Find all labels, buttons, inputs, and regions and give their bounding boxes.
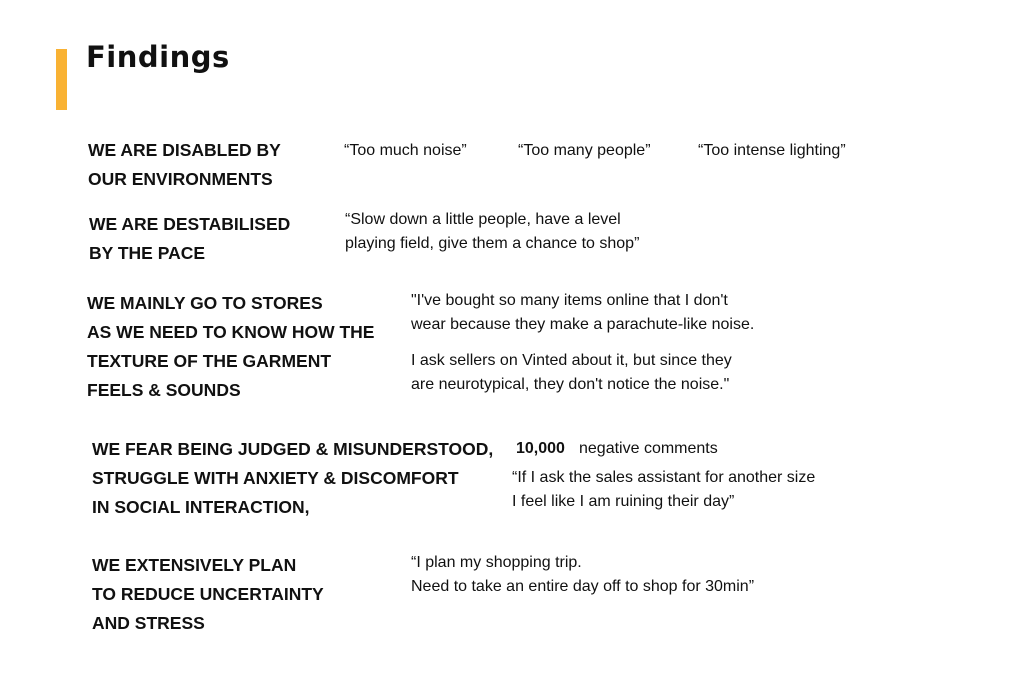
finding-5-heading-line-3: AND STRESS <box>92 613 205 633</box>
finding-1-quote-1: “Too much noise” <box>344 142 467 159</box>
finding-4-quote <box>512 466 815 514</box>
finding-5-quote-line-2: Need to take an entire day off to shop for 30min” <box>411 578 755 595</box>
finding-5-heading <box>92 551 324 638</box>
finding-4-heading-line-2: STRUGGLE WITH ANXIETY & DISCOMFORT <box>92 468 459 488</box>
finding-5-quote <box>411 551 754 599</box>
finding-3-heading-line-3: TEXTURE OF THE GARMENT <box>87 351 332 371</box>
finding-3-quote-1-line-1: "I've bought so many items online that I don't <box>411 292 728 309</box>
finding-2-heading-line-2: BY THE PACE <box>89 243 206 263</box>
finding-4-quote-line-1: “If I ask the sales assistant for another size <box>512 469 816 486</box>
finding-4-heading-line-1: WE FEAR BEING JUDGED & MISUNDERSTOOD, <box>92 439 494 459</box>
finding-4-stat-label: negative comments <box>579 440 718 457</box>
finding-5-heading-line-1: WE EXTENSIVELY PLAN <box>92 555 297 575</box>
finding-2-quote-line-1: “Slow down a little people, have a level <box>345 211 621 228</box>
page-title: Findings <box>86 40 230 74</box>
finding-2-quote-line-2: playing field, give them a chance to shop” <box>345 235 640 252</box>
finding-1-heading-line-1: WE ARE DISABLED BY <box>88 140 281 160</box>
finding-3-quote-1 <box>411 289 754 337</box>
finding-1-quote-2: “Too many people” <box>518 142 651 159</box>
finding-3-heading <box>87 289 374 405</box>
finding-3-quote-2-line-2: are neurotypical, they don't notice the noise." <box>411 376 730 393</box>
finding-4-heading <box>92 435 493 522</box>
finding-3-heading-line-4: FEELS & SOUNDS <box>87 380 241 400</box>
finding-5-heading-line-2: TO REDUCE UNCERTAINTY <box>92 584 324 604</box>
finding-3-heading-line-1: WE MAINLY GO TO STORES <box>87 293 323 313</box>
finding-1-heading-line-2: OUR ENVIRONMENTS <box>88 169 273 189</box>
finding-3-quote-2 <box>411 349 732 397</box>
finding-2-heading-line-1: WE ARE DESTABILISED <box>89 214 291 234</box>
finding-1-quote-3: “Too intense lighting” <box>698 142 846 159</box>
finding-3-quote-2-line-1: I ask sellers on Vinted about it, but since they <box>411 352 732 369</box>
finding-4-stat-number: 10,000 <box>516 440 565 457</box>
accent-bar <box>56 49 67 110</box>
finding-4-quote-line-2: I feel like I am ruining their day” <box>512 493 735 510</box>
finding-2-quote <box>345 208 639 256</box>
finding-2-heading <box>89 210 290 268</box>
finding-3-quote-1-line-2: wear because they make a parachute-like noise. <box>411 316 755 333</box>
finding-3-heading-line-2: AS WE NEED TO KNOW HOW THE <box>87 322 375 342</box>
finding-4-heading-line-3: IN SOCIAL INTERACTION, <box>92 497 310 517</box>
finding-5-quote-line-1: “I plan my shopping trip. <box>411 554 582 571</box>
finding-1-heading <box>88 136 281 194</box>
